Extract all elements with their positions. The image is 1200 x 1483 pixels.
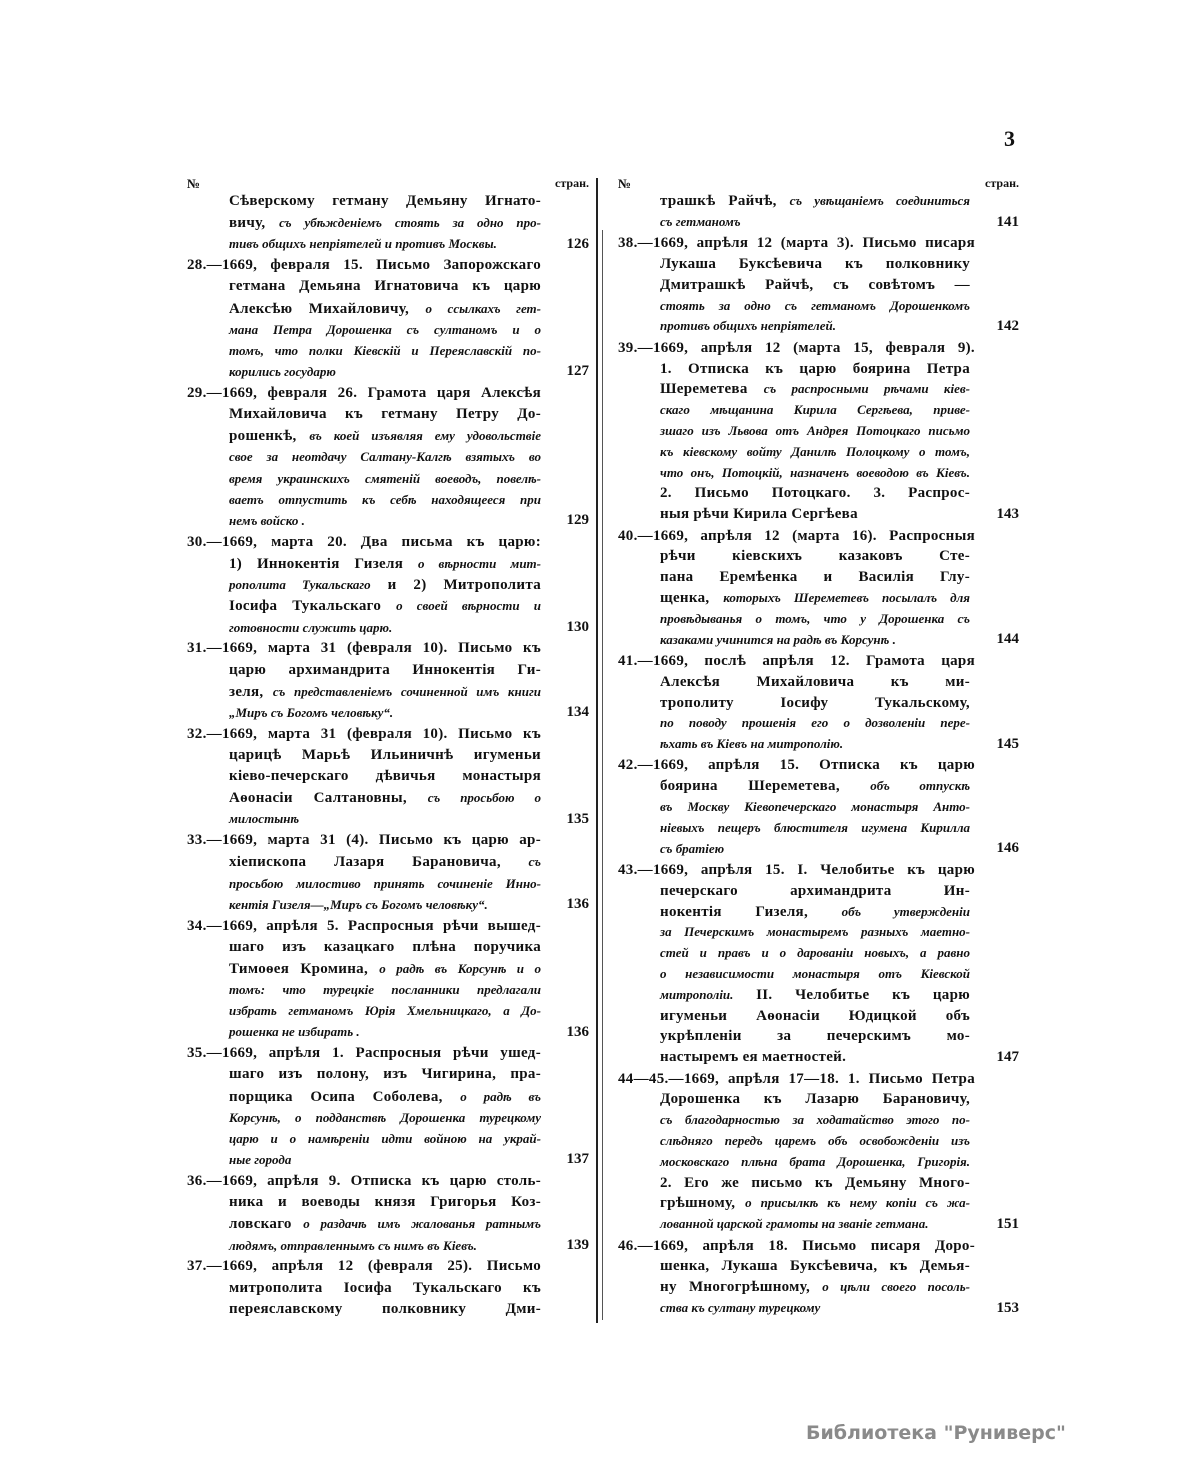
summary-text: готовности служить царю. — [229, 619, 393, 635]
title-text: порщика Осипа Соболева, — [229, 1088, 461, 1105]
toc-entry — [187, 1171, 589, 1256]
summary-text: скаго мѣщанина Кирила Сергѣева, приве- — [660, 402, 970, 418]
summary-text: о присылкѣ къ нему копіи съ жа- — [745, 1195, 970, 1211]
summary-text: ніевыхъ пещеръ блюстителя игумена Кирилла — [660, 819, 970, 835]
entry-line — [229, 468, 541, 489]
summary-text: просьбою милостиво принять сочиненіе Инно- — [229, 875, 541, 891]
entry-line — [660, 463, 970, 484]
toc-entry — [618, 860, 1019, 1068]
summary-text: свое за неотдачу Салтану-Калгѣ взятыхъ во — [229, 449, 541, 465]
title-text: 34.—1669, апрѣля 5. Распросныя рѣчи вышед- — [187, 917, 541, 934]
toc-entry — [187, 1043, 589, 1170]
entry-line — [229, 894, 541, 915]
summary-text: „Миръ съ Богомъ человѣку“. — [229, 704, 394, 720]
entry-line — [229, 191, 541, 212]
entry-line — [229, 787, 541, 808]
entry-page-number: 136 — [566, 1023, 589, 1040]
entry-line — [618, 233, 975, 254]
entry-line — [660, 943, 970, 964]
summary-text: съ представленіемъ сочиненной имъ книги — [272, 683, 541, 699]
entry-line — [229, 1107, 541, 1128]
entry-line — [187, 532, 541, 553]
title-text: кіево-печерскаго дѣвичья монастыря — [229, 768, 541, 785]
summary-text: кентія Гизеля—„Миръ съ Богомъ человѣку“. — [229, 896, 488, 912]
summary-text: противъ общихъ непріятелей. — [660, 318, 836, 334]
summary-text: избрать гетманомъ Юрія Хмельницкаго, а До- — [229, 1003, 541, 1019]
title-text: II. Челобитье къ царю — [733, 986, 970, 1003]
entry-line — [660, 296, 970, 317]
entry-page-number: 143 — [996, 505, 1019, 522]
summary-text: что онъ, Потоцкій, назначенъ воеводою въ Кіевъ. — [660, 464, 970, 480]
entry-line — [229, 1021, 541, 1042]
title-text: грѣшному, — [660, 1195, 746, 1212]
entry-line — [229, 553, 541, 574]
entry-line — [660, 191, 970, 212]
summary-text: слѣдняго передъ царемъ объ освобожденіи изъ — [660, 1133, 970, 1149]
title-text: шенка, Лукаша Буксѣевича, къ Демья- — [660, 1258, 970, 1275]
entry-line — [618, 651, 975, 672]
entry-line — [660, 567, 970, 588]
summary-text: томъ: что турецкіе посланники предлагали — [229, 982, 541, 998]
entry-line — [229, 1213, 541, 1234]
entry-page-number: 136 — [566, 895, 589, 912]
summary-text: съ просьбою о — [427, 790, 541, 806]
entry-page-number: 129 — [566, 512, 589, 529]
header-page-label: стран. — [555, 176, 589, 190]
toc-entry — [618, 338, 1019, 525]
entry-line — [660, 359, 970, 380]
entry-line — [187, 916, 541, 937]
summary-text: о раздачѣ имъ жалованья ратнымъ — [303, 1216, 541, 1232]
entry-line — [660, 504, 970, 525]
title-text: 41.—1669, послѣ апрѣля 12. Грамота царя — [618, 652, 975, 669]
summary-text: по поводу прошенія его о дозволеніи пере- — [660, 715, 970, 731]
entry-line — [660, 400, 970, 421]
title-text: Шереметева — [660, 381, 764, 398]
title-text: 2. Письмо Потоцкаго. 3. Распрос- — [660, 485, 970, 502]
entry-line — [229, 425, 541, 446]
entry-line — [660, 734, 970, 755]
entry-page-number: 142 — [996, 318, 1019, 335]
entry-line — [229, 1000, 541, 1021]
entry-line — [660, 713, 970, 734]
summary-text: за Печерскимъ монастыремъ разныхъ маетно- — [660, 924, 970, 940]
title-text: Сѣверскому гетману Демьяну Игнато- — [229, 193, 541, 209]
entry-line — [660, 1026, 970, 1047]
entry-line — [229, 681, 541, 702]
entry-line — [660, 483, 970, 504]
summary-text: въ Москву Кіевопечерскаго монастыря Анто- — [660, 799, 970, 815]
entry-line — [660, 839, 970, 860]
entry-line — [660, 1089, 970, 1110]
entry-page-number: 151 — [996, 1216, 1019, 1232]
column-divider-thin — [602, 230, 603, 1320]
entry-line — [187, 1256, 541, 1277]
summary-text: о своей вѣрности и — [396, 598, 541, 614]
entry-line — [229, 574, 541, 595]
title-text: 46.—1669, апрѣля 18. Письмо писаря Доро- — [618, 1237, 975, 1254]
title-text: царицѣ Марьѣ Ильиничнѣ игуменьи — [229, 746, 541, 763]
title-text: ну Многогрѣшному, — [660, 1279, 823, 1296]
entry-page-number: 135 — [566, 810, 589, 827]
entry-line — [229, 404, 541, 425]
summary-text: провѣдыванья о томъ, что у Дорошенка съ — [660, 610, 970, 626]
title-text: Михайловича къ гетману Петру До- — [229, 406, 541, 423]
entry-line — [660, 672, 970, 693]
toc-entry — [187, 1256, 589, 1320]
title-text: 2. Его же письмо къ Демьяну Много- — [660, 1174, 970, 1191]
summary-text: людямъ, отправленнымъ съ нимъ въ Кіевъ. — [229, 1237, 477, 1253]
toc-entry — [187, 724, 589, 830]
entry-line — [187, 1171, 541, 1192]
summary-text: ства къ султану турецкому — [660, 1299, 821, 1315]
entry-line — [618, 860, 975, 881]
entry-line — [229, 937, 541, 958]
summary-text: съ убѣжденіемъ стоять за одно про- — [279, 215, 541, 231]
summary-text: о независимости монастыря отъ Кіевской — [660, 966, 970, 982]
title-text: ловскаго — [229, 1216, 304, 1233]
entry-line — [229, 660, 541, 681]
title-text: царю архимандрита Иннокентія Ги- — [229, 661, 541, 678]
toc-entry — [618, 1236, 1019, 1319]
title-text: укрѣпленіи за печерскимъ мо- — [660, 1028, 970, 1045]
entry-line — [660, 693, 970, 714]
entry-line — [229, 233, 541, 254]
toc-entry — [187, 830, 589, 915]
summary-text: съ распросными рѣчами кіев- — [763, 381, 970, 397]
summary-text: о ссылкахъ гет- — [425, 300, 541, 316]
summary-text: о радѣ въ — [460, 1088, 541, 1104]
toc-entry — [618, 1069, 1019, 1235]
entry-line — [660, 1256, 970, 1277]
entry-line — [229, 1086, 541, 1107]
summary-text: съ — [528, 854, 541, 870]
title-text: рошенкѣ, — [229, 428, 310, 445]
title-text: Алексѣю Михайловичу, — [229, 300, 426, 317]
entry-line — [229, 1064, 541, 1085]
summary-text: ваетъ отпустить къ себѣ находящееся при — [229, 491, 541, 507]
title-text: митрополита Іосифа Тукальскаго къ — [229, 1279, 541, 1296]
summary-text: милостынѣ — [229, 811, 300, 827]
summary-text: къ кіевскому войту Данилѣ Полоцкому о томъ, — [660, 443, 970, 459]
title-text: хіепископа Лазаря Барановича, — [229, 854, 529, 871]
header-number-label: № — [618, 176, 632, 191]
title-text: 30.—1669, марта 20. Два письма къ царю: — [187, 533, 541, 550]
entry-line — [187, 255, 541, 276]
header-page-label: стран. — [985, 176, 1019, 190]
toc-entry — [187, 255, 589, 382]
entry-line — [660, 1298, 970, 1319]
entry-line — [660, 797, 970, 818]
summary-text: корились государю — [229, 364, 336, 380]
entry-line — [660, 275, 970, 296]
title-text: игуменьи Аѳонасіи Юдицкой объ — [660, 1007, 970, 1024]
title-text: 28.—1669, февраля 15. Письмо Запорожскаго — [187, 257, 541, 274]
title-text: Алексѣя Михайловича къ ми- — [660, 673, 970, 690]
entry-page-number: 144 — [996, 631, 1019, 648]
entry-page-number: 146 — [996, 840, 1019, 857]
entry-line — [660, 254, 970, 275]
toc-entry — [618, 755, 1019, 859]
entry-line — [660, 609, 970, 630]
entry-line — [660, 985, 970, 1006]
summary-text: рошенка не избирать . — [229, 1024, 360, 1040]
entry-line — [229, 510, 541, 531]
summary-text: съ гетманомъ — [660, 213, 741, 229]
summary-text: стей и правъ и о дарованіи новыхъ, а равно — [660, 945, 970, 961]
summary-text: томъ, что полки Кіевскій и Переяславскій по- — [229, 342, 541, 358]
summary-text: Корсунѣ, о подданствѣ Дорошенка турецкому — [229, 1109, 541, 1125]
title-text: ныя рѣчи Кирила Сергѣева — [660, 506, 858, 523]
entry-line — [229, 361, 541, 382]
title-text: 29.—1669, февраля 26. Грамота царя Алексѣя — [187, 384, 541, 401]
summary-text: съ увѣщаніемъ соединиться — [789, 193, 970, 208]
entry-line — [660, 316, 970, 337]
entry-line — [660, 1131, 970, 1152]
entry-line — [618, 755, 975, 776]
entry-line — [660, 442, 970, 463]
entry-line — [229, 979, 541, 1000]
entry-line — [660, 902, 970, 923]
entry-line — [660, 1214, 970, 1235]
toc-entry — [187, 638, 589, 723]
title-text: 1. Отписка къ царю боярина Петра — [660, 360, 970, 377]
entry-line — [187, 638, 541, 659]
entry-line — [229, 595, 541, 616]
entry-line — [618, 338, 975, 359]
title-text: 32.—1669, марта 31 (февраля 10). Письмо къ — [187, 725, 541, 742]
title-text: рѣчи кіевскихъ казаковъ Сте- — [660, 548, 970, 565]
entry-line — [229, 745, 541, 766]
summary-text: съ братіею — [660, 840, 725, 856]
entry-page-number: 145 — [996, 735, 1019, 752]
summary-text: царю и о намѣреніи идти войною на украй- — [229, 1131, 541, 1146]
entry-line — [660, 922, 970, 943]
title-text: 42.—1669, апрѣля 15. Отписка къ царю — [618, 757, 975, 774]
entry-line — [660, 964, 970, 985]
title-text: настыремъ ея маетностей. — [660, 1049, 847, 1066]
entry-line — [229, 702, 541, 723]
summary-text: тивъ общихъ непріятелей и противъ Москвы. — [229, 236, 497, 252]
entry-line — [187, 724, 541, 745]
title-text: 31.—1669, марта 31 (февраля 10). Письмо къ — [187, 640, 541, 657]
entry-line — [660, 1110, 970, 1131]
entry-line — [229, 617, 541, 638]
entry-line — [660, 1006, 970, 1027]
page-number: 3 — [1004, 126, 1015, 151]
entry-line — [229, 1192, 541, 1213]
toc-entry — [187, 916, 589, 1043]
summary-text: немъ войско . — [229, 513, 305, 528]
title-text: щенка, — [660, 589, 724, 606]
entry-line — [660, 1152, 970, 1173]
toc-entry — [618, 233, 1019, 337]
entry-line — [229, 298, 541, 319]
entry-line — [229, 958, 541, 979]
title-text: вичу, — [229, 215, 280, 232]
title-text: пана Еремѣенка и Василія Глу- — [660, 569, 970, 586]
toc-entry — [618, 526, 1019, 651]
summary-text: мана Петра Дорошенка съ султаномъ и о — [229, 321, 541, 337]
entry-line — [187, 383, 541, 404]
entry-page-number: 137 — [566, 1151, 589, 1168]
entry-line — [660, 1047, 970, 1068]
entry-line — [229, 873, 541, 894]
entry-page-number: 147 — [996, 1049, 1019, 1066]
title-text: переяславскому полковнику Дми- — [229, 1300, 541, 1317]
summary-text: рополита Тукальскаго — [229, 577, 371, 593]
entry-line — [229, 1128, 541, 1149]
title-text: трополиту Іосифу Тукальскому, — [660, 694, 970, 711]
entry-line — [229, 851, 541, 872]
entry-page-number: 126 — [566, 235, 589, 252]
entry-line — [660, 546, 970, 567]
entry-page-number: 139 — [566, 1236, 589, 1253]
entry-line — [660, 1193, 970, 1214]
entry-page-number: 141 — [996, 213, 1019, 230]
entry-line — [229, 276, 541, 297]
entry-line — [229, 319, 541, 340]
summary-text: съ благодарностью за ходатайство этого по- — [660, 1112, 970, 1128]
entry-line — [229, 489, 541, 510]
title-text: шаго изъ казацкаго плѣна поручика — [229, 938, 541, 955]
entry-line — [660, 212, 970, 233]
entry-line — [660, 630, 970, 651]
toc-entry — [618, 651, 1019, 755]
entry-line — [660, 818, 970, 839]
title-text: 38.—1669, апрѣля 12 (марта 3). Письмо писаря — [618, 235, 975, 252]
column-divider — [596, 178, 598, 1323]
title-text: зеля, — [229, 683, 273, 700]
entry-line — [229, 446, 541, 467]
summary-text: ѣхать въ Кіевъ на митрополію. — [660, 736, 844, 752]
entry-page-number: 134 — [566, 704, 589, 721]
summary-text: лованной царской грамоты на званіе гетмана. — [660, 1216, 929, 1232]
title-text: Іосифа Тукальскаго — [229, 598, 397, 615]
summary-text: объ утвержденіи — [841, 903, 970, 919]
summary-text: о радѣ въ Корсунѣ и о — [379, 960, 541, 976]
entry-line — [229, 340, 541, 361]
summary-text: стоять за одно съ гетманомъ Дорошенкомъ — [660, 297, 970, 313]
entry-line — [660, 1277, 970, 1298]
entry-line — [660, 881, 970, 902]
title-text: и 2) Митрополита — [370, 577, 541, 594]
entry-line — [618, 1236, 975, 1257]
title-text: нокентія Гизеля, — [660, 903, 842, 920]
title-text: Тимоѳея Кромина, — [229, 960, 380, 977]
summary-text: зшаго изъ Львова отъ Андрея Потоцкаго письмо — [660, 422, 970, 438]
entry-line — [660, 776, 970, 797]
title-text: 40.—1669, апрѣля 12 (марта 16). Распросныя — [618, 527, 975, 544]
summary-text: которыхъ Шереметевъ посылалъ для — [723, 589, 970, 605]
summary-text: въ коей изъявляя ему удовольствіе — [309, 428, 541, 444]
summary-text: московскаго плѣна брата Дорошенка, Григорія. — [660, 1153, 970, 1169]
entry-line — [229, 1149, 541, 1170]
title-text: гетмана Демьяна Игнатовича къ царю — [229, 278, 541, 295]
entry-line — [229, 1299, 541, 1320]
summary-text: о цѣли своего посоль- — [822, 1279, 970, 1295]
summary-text: о вѣрности мит- — [417, 555, 541, 571]
entry-line — [229, 1278, 541, 1299]
title-text: боярина Шереметева, — [660, 778, 871, 795]
left-column — [187, 176, 589, 1320]
title-text: 44—45.—1669, апрѣля 17—18. 1. Письмо Петра — [618, 1070, 975, 1087]
toc-entry — [187, 532, 589, 638]
summary-text: казаками учинится на радѣ въ Корсунѣ . — [660, 631, 896, 647]
title-text: 36.—1669, апрѣля 9. Отписка къ царю столь- — [187, 1172, 541, 1189]
entry-page-number: 127 — [566, 363, 589, 380]
entry-line — [187, 1043, 541, 1064]
entry-page-number: 130 — [566, 618, 589, 635]
toc-entry — [187, 383, 589, 531]
entry-line — [618, 1069, 975, 1090]
entry-line — [187, 830, 541, 851]
title-text: Дмитрашкѣ Райчѣ, съ совѣтомъ — — [660, 276, 970, 293]
entry-page-number: 153 — [996, 1299, 1019, 1316]
title-text: 35.—1669, апрѣля 1. Распросныя рѣчи ушед- — [187, 1045, 541, 1062]
title-text: 39.—1669, апрѣля 12 (марта 15, февраля 9). — [618, 339, 975, 356]
title-text: печерскаго архимандрита Ин- — [660, 882, 970, 899]
title-text: 37.—1669, апрѣля 12 (февраля 25). Письмо — [187, 1258, 541, 1275]
title-text: Дорошенка къ Лазарю Барановичу, — [660, 1091, 970, 1108]
toc-entry-continued — [618, 191, 1019, 233]
title-text: 33.—1669, марта 31 (4). Письмо къ царю ар- — [187, 832, 541, 849]
summary-text: объ отпускѣ — [870, 778, 971, 794]
entry-line — [660, 1173, 970, 1194]
entry-line — [660, 379, 970, 400]
title-text: ника и воеводы князя Григорья Коз- — [229, 1194, 541, 1211]
right-column — [618, 176, 1019, 1319]
title-text: Аѳонасіи Салтановны, — [229, 790, 428, 807]
summary-text: ные города — [229, 1152, 292, 1168]
summary-text: митрополіи. — [660, 986, 734, 1002]
title-text: 1) Иннокентія Гизеля — [229, 555, 418, 572]
entry-line — [229, 1235, 541, 1256]
entry-line — [229, 766, 541, 787]
title-text: Лукаша Буксѣевича къ полковнику — [660, 255, 970, 272]
entry-line — [229, 808, 541, 829]
title-text: шаго изъ полону, изъ Чигирина, пра- — [229, 1066, 541, 1083]
column-header — [187, 176, 589, 191]
header-number-label: № — [187, 176, 201, 191]
library-watermark: Библиотека "Руниверс" — [806, 1422, 1066, 1444]
toc-entry-continued — [187, 191, 589, 255]
title-text: трашкѣ Райчѣ, — [660, 193, 790, 209]
entry-line — [660, 421, 970, 442]
entry-line — [660, 588, 970, 609]
column-header — [618, 176, 1019, 191]
title-text: 43.—1669, апрѣля 15. I. Челобитье къ царю — [618, 862, 975, 879]
summary-text: время украинскихъ смятеній воеводъ, повелѣ- — [229, 470, 541, 486]
entry-line — [229, 212, 541, 233]
entry-line — [618, 526, 975, 547]
